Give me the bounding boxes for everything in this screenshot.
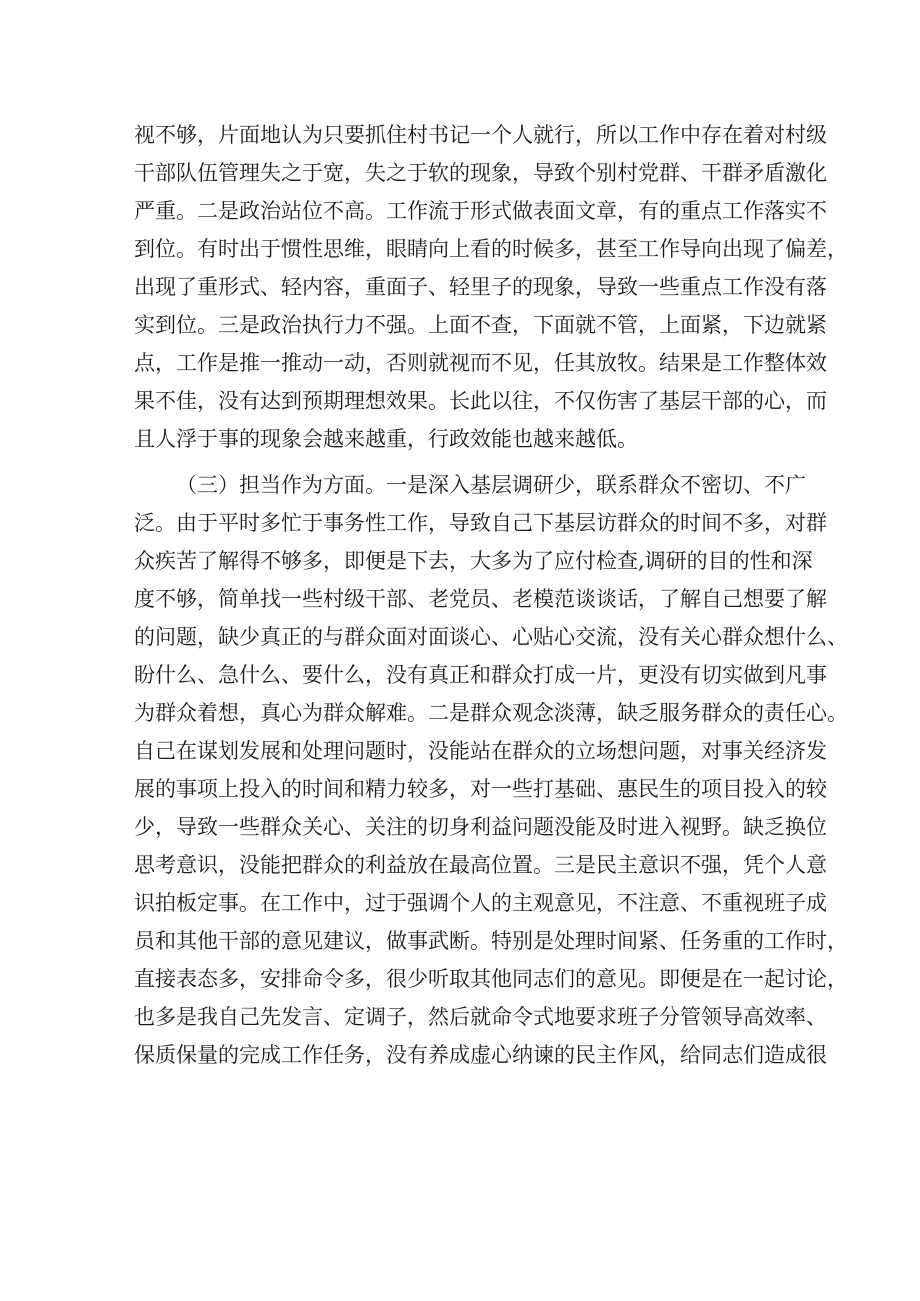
text-line: 严重。二是政治站位不高。工作流于形式做表面文章，有的重点工作落实不 (134, 199, 827, 223)
text-line: 思考意识，没能把群众的利益放在最高位置。三是民主意识不强，凭个人意 (134, 853, 827, 877)
text-line: 泛。由于平时多忙于事务性工作，导致自己下基层访群众的时间不多，对群 (134, 511, 827, 535)
text-line: 少，导致一些群众关心、关注的切身利益问题没能及时进入视野。缺乏换位 (134, 815, 827, 839)
text-line: 保质保量的完成工作任务，没有养成虚心纳谏的民主作风，给同志们造成很 (134, 1043, 827, 1067)
text-line: 到位。有时出于惯性思维，眼睛向上看的时候多，甚至工作导向出现了偏差， (134, 237, 848, 261)
text-line: 实到位。三是政治执行力不强。上面不查，下面就不管，上面紧，下边就紧 (134, 313, 827, 337)
text-line: 众疾苦了解得不够多，即便是下去，大多为了应付检查,调研的目的性和深 (134, 549, 813, 573)
text-line: 为群众着想，真心为群众解难。二是群众观念淡薄，缺乏服务群众的责任心。 (134, 701, 848, 725)
text-line: 果不佳，没有达到预期理想效果。长此以往，不仅伤害了基层干部的心，而 (134, 389, 827, 413)
text-line: 识拍板定事。在工作中，过于强调个人的主观意见，不注意、不重视班子成 (134, 891, 827, 915)
text-line: 度不够，简单找一些村级干部、老党员、老模范谈谈话，了解自己想要了解 (134, 587, 827, 611)
text-line: 也多是我自己先发言、定调子，然后就命令式地要求班子分管领导高效率、 (134, 1005, 827, 1029)
text-line: 干部队伍管理失之于宽，失之于软的现象，导致个别村党群、干群矛盾激化 (134, 161, 827, 185)
text-line: 视不够，片面地认为只要抓住村书记一个人就行，所以工作中存在着对村级 (134, 123, 827, 147)
paragraph-end-line: 且人浮于事的现象会越来越重，行政效能也越来越低。 (134, 427, 638, 451)
section-heading-line: （三）担当作为方面。一是深入基层调研少，联系群众不密切、不广 (176, 473, 806, 497)
text-line: 的问题，缺少真正的与群众面对面谈心、心贴心交流，没有关心群众想什么、 (134, 625, 848, 649)
text-line: 直接表态多，安排命令多，很少听取其他同志们的意见。即便是在一起讨论， (134, 967, 848, 991)
text-line: 盼什么、急什么、要什么，没有真正和群众打成一片，更没有切实做到凡事 (134, 663, 827, 687)
text-line: 员和其他干部的意见建议，做事武断。特别是处理时间紧、任务重的工作时， (134, 929, 848, 953)
text-line: 自己在谋划发展和处理问题时，没能站在群众的立场想问题，对事关经济发 (134, 739, 827, 763)
text-line: 出现了重形式、轻内容，重面子、轻里子的现象，导致一些重点工作没有落 (134, 275, 827, 299)
text-line: 展的事项上投入的时间和精力较多，对一些打基础、惠民生的项目投入的较 (134, 777, 827, 801)
text-line: 点，工作是推一推动一动，否则就视而不见，任其放牧。结果是工作整体效 (134, 351, 827, 375)
